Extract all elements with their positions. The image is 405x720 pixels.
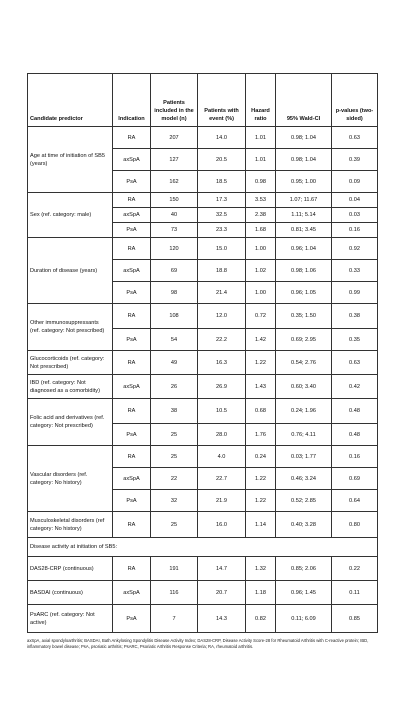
p-value-cell: 0.64 [332,490,378,512]
patients-cell: 54 [151,329,198,351]
hazard-cell: 1.22 [246,468,276,490]
p-value-cell: 0.42 [332,375,378,399]
patients-cell: 25 [151,512,198,538]
p-value-cell: 0.16 [332,223,378,238]
hazard-cell: 1.42 [246,329,276,351]
ci-cell: 0.96; 1.45 [276,581,332,605]
ci-cell: 0.54; 2.76 [276,351,332,375]
predictor-cell: IBD (ref. category: Not diagnosed as a comorbidity) [28,375,113,399]
p-value-cell: 0.48 [332,399,378,424]
p-value-cell: 0.38 [332,304,378,329]
indication-cell: PsA [113,171,151,193]
event-cell: 20.5 [198,149,246,171]
table-row [28,351,378,375]
patients-cell: 127 [151,149,198,171]
p-value-cell: 0.92 [332,238,378,260]
event-cell: 28.0 [198,424,246,446]
section-heading: Disease activity at initiation of SB5: [28,538,378,557]
p-value-cell: 0.48 [332,424,378,446]
ci-cell: 0.96; 1.04 [276,238,332,260]
predictor-cell: BASDAI (continuous) [28,581,113,605]
header-predictor: Candidate predictor [28,74,113,127]
hazard-cell: 1.43 [246,375,276,399]
event-cell: 16.0 [198,512,246,538]
hazard-cell: 1.76 [246,424,276,446]
hazard-cell: 2.38 [246,208,276,223]
event-cell: 23.3 [198,223,246,238]
indication-cell: RA [113,399,151,424]
event-cell: 22.2 [198,329,246,351]
indication-cell: axSpA [113,260,151,282]
table-row [28,238,378,260]
ci-cell: 0.98; 1.06 [276,260,332,282]
patients-cell: 49 [151,351,198,375]
p-value-cell: 0.11 [332,581,378,605]
p-value-cell: 0.03 [332,208,378,223]
header-hazard: Hazard ratio [246,74,276,127]
ci-cell: 0.69; 2.95 [276,329,332,351]
event-cell: 14.0 [198,127,246,149]
hazard-cell: 0.72 [246,304,276,329]
predictor-cell: Duration of disease (years) [28,238,113,304]
p-value-cell: 0.69 [332,468,378,490]
hazard-cell: 1.02 [246,260,276,282]
p-value-cell: 0.85 [332,605,378,633]
p-value-cell: 0.63 [332,127,378,149]
p-value-cell: 0.35 [332,329,378,351]
indication-cell: PsA [113,424,151,446]
header-indication: Indication [113,74,151,127]
indication-cell: PsA [113,605,151,633]
ci-cell: 0.95; 1.00 [276,171,332,193]
ci-cell: 0.35; 1.50 [276,304,332,329]
p-value-cell: 0.39 [332,149,378,171]
ci-cell: 0.60; 3.40 [276,375,332,399]
table-row [28,538,378,557]
predictor-cell: PsARC (ref. category: Not active) [28,605,113,633]
predictor-table [27,73,378,633]
ci-cell: 0.24; 1.96 [276,399,332,424]
patients-cell: 116 [151,581,198,605]
hazard-cell: 1.00 [246,282,276,304]
event-cell: 14.3 [198,605,246,633]
table-row [28,193,378,208]
hazard-cell: 3.53 [246,193,276,208]
ci-cell: 0.76; 4.11 [276,424,332,446]
indication-cell: RA [113,238,151,260]
patients-cell: 26 [151,375,198,399]
hazard-cell: 1.00 [246,238,276,260]
patients-cell: 191 [151,557,198,581]
event-cell: 12.0 [198,304,246,329]
header-patients: Patients included in the model (n) [151,74,198,127]
hazard-cell: 1.01 [246,149,276,171]
ci-cell: 0.98; 1.04 [276,127,332,149]
table-row [28,512,378,538]
indication-cell: RA [113,351,151,375]
patients-cell: 25 [151,424,198,446]
indication-cell: axSpA [113,468,151,490]
table-row [28,557,378,581]
indication-cell: RA [113,557,151,581]
event-cell: 18.5 [198,171,246,193]
predictor-cell: DAS28-CRP (continuous) [28,557,113,581]
table-row [28,399,378,424]
hazard-cell: 1.68 [246,223,276,238]
p-value-cell: 0.04 [332,193,378,208]
patients-cell: 38 [151,399,198,424]
ci-cell: 0.40; 3.28 [276,512,332,538]
patients-cell: 98 [151,282,198,304]
patients-cell: 25 [151,446,198,468]
p-value-cell: 0.33 [332,260,378,282]
patients-cell: 108 [151,304,198,329]
patients-cell: 120 [151,238,198,260]
p-value-cell: 0.16 [332,446,378,468]
patients-cell: 22 [151,468,198,490]
indication-cell: RA [113,304,151,329]
event-cell: 18.8 [198,260,246,282]
header-row [28,74,378,127]
table-row [28,605,378,633]
header-event: Patients with event (%) [198,74,246,127]
event-cell: 16.3 [198,351,246,375]
table-row [28,304,378,329]
table-row [28,581,378,605]
indication-cell: RA [113,127,151,149]
ci-cell: 0.98; 1.04 [276,149,332,171]
event-cell: 21.4 [198,282,246,304]
indication-cell: RA [113,446,151,468]
table-row [28,375,378,399]
ci-cell: 1.07; 11.67 [276,193,332,208]
p-value-cell: 0.63 [332,351,378,375]
hazard-cell: 1.22 [246,351,276,375]
hazard-cell: 0.98 [246,171,276,193]
hazard-cell: 1.01 [246,127,276,149]
hazard-cell: 0.24 [246,446,276,468]
indication-cell: PsA [113,490,151,512]
patients-cell: 69 [151,260,198,282]
hazard-cell: 1.32 [246,557,276,581]
table-body [28,127,378,633]
patients-cell: 150 [151,193,198,208]
ci-cell: 0.46; 3.24 [276,468,332,490]
predictor-cell: Sex (ref. category: male) [28,193,113,238]
hazard-cell: 0.82 [246,605,276,633]
ci-cell: 0.03; 1.77 [276,446,332,468]
event-cell: 10.5 [198,399,246,424]
indication-cell: axSpA [113,581,151,605]
hazard-cell: 0.68 [246,399,276,424]
indication-cell: axSpA [113,208,151,223]
event-cell: 17.3 [198,193,246,208]
indication-cell: axSpA [113,149,151,171]
event-cell: 20.7 [198,581,246,605]
hazard-cell: 1.14 [246,512,276,538]
indication-cell: axSpA [113,375,151,399]
p-value-cell: 0.22 [332,557,378,581]
header-ci: 95% Wald-CI [276,74,332,127]
event-cell: 15.0 [198,238,246,260]
predictor-cell: Other immunosuppressants (ref. category: Not prescribed) [28,304,113,351]
ci-cell: 1.11; 5.14 [276,208,332,223]
event-cell: 26.9 [198,375,246,399]
indication-cell: RA [113,512,151,538]
event-cell: 14.7 [198,557,246,581]
predictor-cell: Folic acid and derivatives (ref. category: Not prescribed) [28,399,113,446]
predictor-cell: Age at time of initiation of SB5 (years) [28,127,113,193]
predictor-cell: Glucocorticoids (ref. category: Not prescribed) [28,351,113,375]
patients-cell: 207 [151,127,198,149]
indication-cell: PsA [113,282,151,304]
ci-cell: 0.96; 1.05 [276,282,332,304]
patients-cell: 7 [151,605,198,633]
predictor-cell: Musculoskeletal disorders (ref category: No history) [28,512,113,538]
event-cell: 22.7 [198,468,246,490]
hazard-cell: 1.18 [246,581,276,605]
p-value-cell: 0.99 [332,282,378,304]
event-cell: 32.5 [198,208,246,223]
table-row [28,127,378,149]
patients-cell: 162 [151,171,198,193]
patients-cell: 73 [151,223,198,238]
indication-cell: RA [113,193,151,208]
patients-cell: 40 [151,208,198,223]
p-value-cell: 0.09 [332,171,378,193]
ci-cell: 0.52; 2.85 [276,490,332,512]
indication-cell: PsA [113,329,151,351]
patients-cell: 32 [151,490,198,512]
event-cell: 4.0 [198,446,246,468]
event-cell: 21.9 [198,490,246,512]
ci-cell: 0.85; 2.06 [276,557,332,581]
ci-cell: 0.81; 3.45 [276,223,332,238]
hazard-cell: 1.22 [246,490,276,512]
footnote: axSpA, axial spondyloarthritis; BASDAI, Bath Ankylosing Spondylitis Disease Activity Index; DAS28-CRP, Disease Activity Score-28 for Rheumatoid Arthritis with C-reactive protein; IBD, inflammatory bowel disease; PsA, psoriatic arthritis; PsARC, Psoriatic Arthritis Response Criteria; RA, rheumatoid arthritis. [27,638,369,650]
p-value-cell: 0.80 [332,512,378,538]
predictor-cell: Vascular disorders (ref. category: No history) [28,446,113,512]
table-row [28,446,378,468]
ci-cell: 0.11; 6.09 [276,605,332,633]
header-p: p-values (two-sided) [332,74,378,127]
indication-cell: PsA [113,223,151,238]
